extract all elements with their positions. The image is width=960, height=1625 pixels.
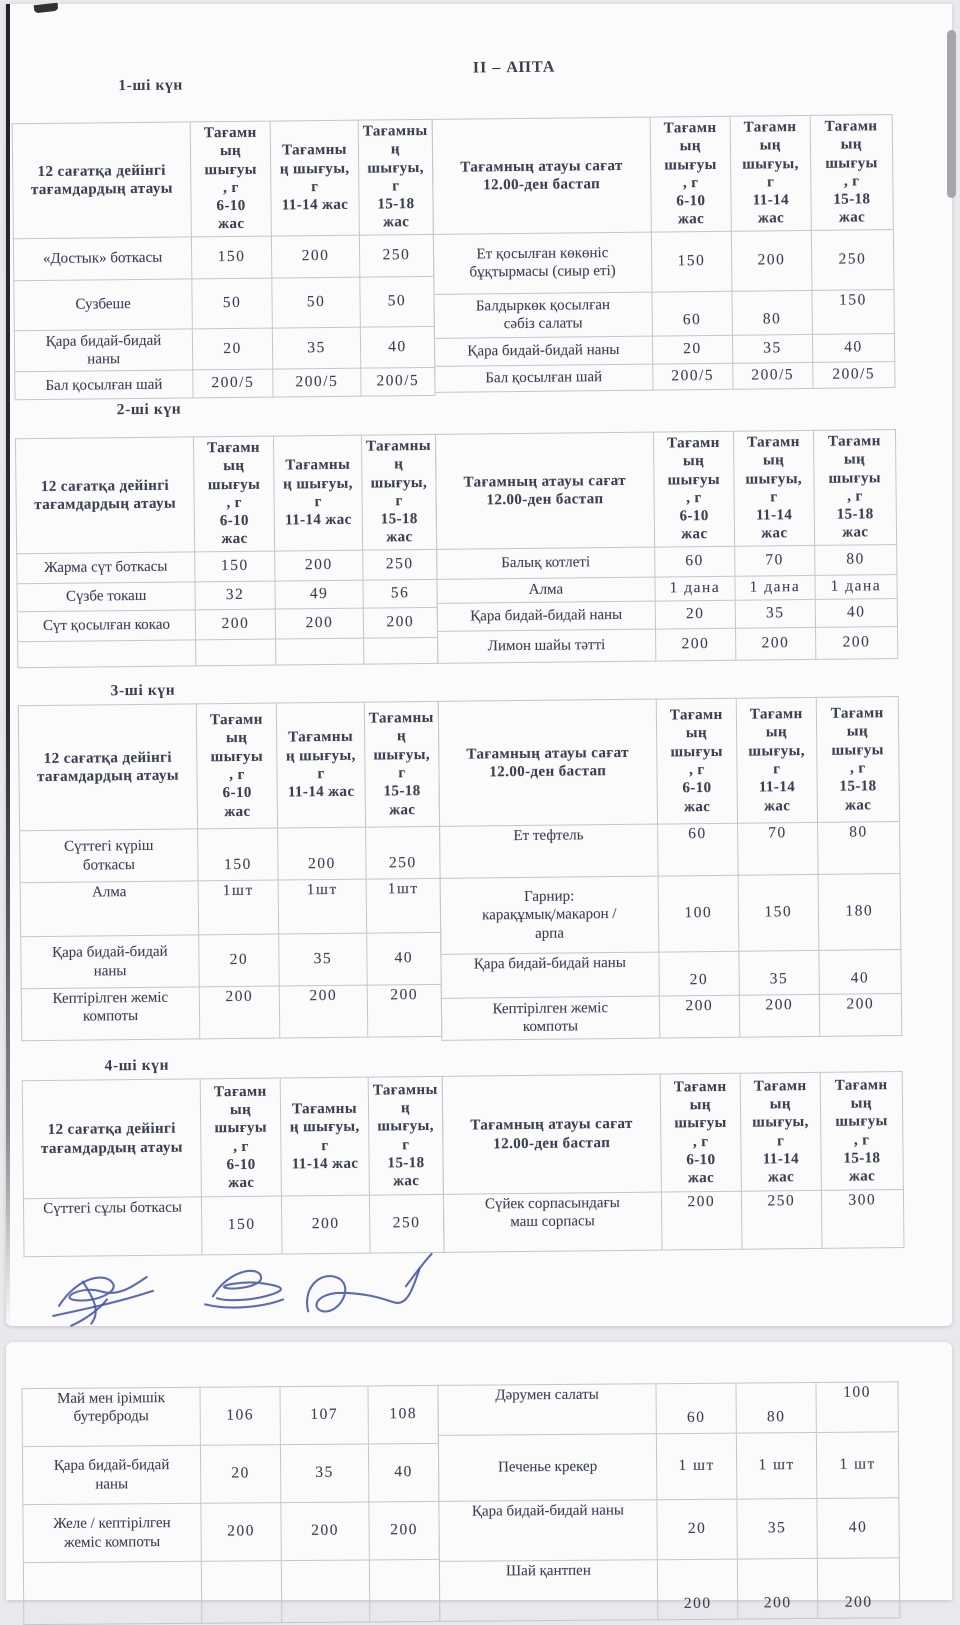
menu-table-left bbox=[21, 1385, 440, 1625]
portion-cell: 200 bbox=[363, 607, 437, 638]
portion-cell: 107 bbox=[280, 1386, 368, 1445]
portion-cell: 50 bbox=[272, 277, 361, 328]
portion-cell: 200 bbox=[281, 1502, 369, 1561]
table-row bbox=[23, 1194, 443, 1256]
dish-name-cell: Ет тефтель bbox=[439, 824, 658, 878]
portion-cell: 200 bbox=[195, 609, 275, 640]
scanned-content bbox=[4, 1335, 952, 1613]
table-row bbox=[14, 276, 434, 330]
portion-cell: 200 bbox=[735, 627, 815, 660]
portion-cell: 1 шт bbox=[736, 1432, 817, 1499]
dish-name-cell: Қара бидай-бидай наны bbox=[441, 952, 659, 998]
portion-cell: 60 bbox=[657, 823, 738, 876]
col-header-11-14: Тағамны ң шығуы, г 11-14 жас bbox=[273, 435, 362, 551]
col-header-15-18: Тағамн ың шығуы , г 15-18 жас bbox=[820, 1072, 903, 1191]
table-row bbox=[17, 549, 437, 583]
portion-cell bbox=[369, 1559, 439, 1622]
col-header-11-14: Тағамны ң шығуы, г 11-14 жас bbox=[276, 702, 365, 828]
dish-name-cell: Бал қосылған шай bbox=[15, 370, 193, 400]
table-row bbox=[435, 361, 895, 392]
portion-cell: 1 шт bbox=[656, 1433, 737, 1500]
table-row bbox=[21, 932, 441, 988]
dish-name-cell: Печенье крекер bbox=[438, 1434, 657, 1502]
table-row bbox=[20, 826, 440, 882]
portion-cell: 200 bbox=[281, 1195, 370, 1254]
portion-cell: 1шт bbox=[366, 878, 440, 933]
portion-cell: 200 bbox=[739, 994, 819, 1036]
portion-cell: 200 bbox=[659, 995, 739, 1037]
table-row bbox=[439, 1558, 899, 1622]
table-row bbox=[439, 1498, 899, 1562]
dish-name-cell: Май мен ірімшік бутерброды bbox=[22, 1387, 200, 1446]
portion-cell: 200 bbox=[278, 827, 367, 880]
portion-cell: 40 bbox=[819, 950, 901, 995]
portion-cell: 200 bbox=[737, 1558, 817, 1619]
portion-cell: 200 bbox=[661, 1191, 742, 1250]
col-header-6-10: Тағамн ың шығуы , г 6-10 жас bbox=[193, 436, 274, 552]
table-row bbox=[22, 1385, 438, 1446]
col-header-11-14: Тағамн ың шығуы, г 11-14 жас bbox=[730, 115, 811, 231]
portion-cell: 200/5 bbox=[813, 361, 895, 388]
portion-cell: 200 bbox=[201, 1503, 281, 1562]
col-header-after-12: Тағамның атауы сағат 12.00-ден бастап bbox=[442, 1074, 661, 1194]
menu-table-right bbox=[437, 1381, 900, 1622]
portion-cell: 200/5 bbox=[193, 369, 273, 398]
portion-cell: 250 bbox=[366, 826, 440, 879]
portion-cell: 200 bbox=[271, 235, 359, 278]
portion-cell bbox=[196, 639, 276, 666]
portion-cell: 56 bbox=[363, 579, 437, 608]
dish-name-cell: Қара бидай-бидай наны bbox=[434, 336, 652, 366]
col-header-after-12: Тағамның атауы сағат 12.00-ден бастап bbox=[432, 117, 651, 234]
dish-name-cell: Лимон шайы тәтті bbox=[437, 629, 655, 663]
col-header-after-12: Тағамның атауы сағат 12.00-ден бастап bbox=[435, 432, 654, 549]
portion-cell: 40 bbox=[367, 932, 441, 985]
portion-cell: 20 bbox=[652, 335, 732, 364]
dish-name-cell: Сузбеше bbox=[14, 279, 193, 331]
table-row bbox=[438, 1382, 898, 1436]
portion-cell: 150 bbox=[195, 551, 275, 582]
table-row bbox=[433, 229, 894, 294]
col-header-before-12: 12 сағатқа дейінгі тағамдардың атауы bbox=[18, 704, 197, 831]
col-header-11-14: Тағамн ың шығуы, г 11-14 жас bbox=[736, 697, 817, 823]
portion-cell: 20 bbox=[192, 328, 272, 370]
col-header-15-18: Тағамны ң шығуы, г 15-18 жас bbox=[364, 701, 439, 827]
col-header-6-10: Тағамн ың шығуы , г 6-10 жас bbox=[660, 1073, 741, 1192]
day-3-label: 3-ші күн bbox=[110, 681, 176, 700]
dish-name-cell: Желе / кептірілген жеміс компоты bbox=[23, 1503, 201, 1562]
table-row bbox=[21, 984, 441, 1040]
col-header-6-10: Тағамн ың шығуы , г 6-10 жас bbox=[190, 121, 271, 237]
day-4-label: 4-ші күн bbox=[104, 1056, 170, 1075]
portion-cell: 1 дана bbox=[815, 574, 897, 599]
dish-name-cell: Гарнир: карақұмық/макарон / арпа bbox=[440, 876, 659, 954]
col-header-6-10: Тағамн ың шығуы , г 6-10 жас bbox=[656, 698, 737, 824]
menu-table-right bbox=[438, 696, 903, 1040]
portion-cell: 200 bbox=[275, 608, 363, 639]
day-1-label: 1-ші күн bbox=[118, 76, 183, 95]
day-3-table bbox=[18, 696, 902, 1045]
menu-table-left bbox=[22, 1076, 445, 1257]
portion-cell: 150 bbox=[651, 231, 732, 292]
portion-cell: 180 bbox=[818, 874, 901, 951]
portion-cell: 35 bbox=[279, 933, 368, 986]
table-row bbox=[23, 1501, 439, 1562]
portion-cell bbox=[364, 637, 438, 664]
portion-cell: 1шт bbox=[198, 880, 279, 935]
table-row bbox=[15, 368, 435, 400]
continuation-table bbox=[21, 1381, 900, 1625]
portion-cell: 80 bbox=[814, 544, 896, 575]
portion-cell: 200/5 bbox=[273, 369, 361, 398]
dish-name-cell: «Достык» боткасы bbox=[13, 237, 191, 281]
col-header-15-18: Тағамн ың шығуы , г 15-18 жас bbox=[810, 115, 893, 231]
portion-cell: 35 bbox=[272, 327, 360, 370]
portion-cell: 200 bbox=[275, 550, 363, 581]
dish-name-cell: Алма bbox=[437, 577, 655, 603]
dish-name-cell: Сүттегі күріш боткасы bbox=[20, 829, 199, 883]
portion-cell: 1 шт bbox=[816, 1432, 899, 1499]
portion-cell: 20 bbox=[657, 1499, 737, 1560]
table-row bbox=[438, 1432, 899, 1502]
portion-cell: 1 дана bbox=[735, 575, 815, 600]
dish-name-cell: Дәрумен салаты bbox=[438, 1384, 656, 1436]
portion-cell: 70 bbox=[737, 822, 818, 875]
dish-name-cell: Жарма сүт боткасы bbox=[17, 552, 195, 584]
dish-name-cell: Қара бидай-бидай наны bbox=[14, 329, 192, 372]
day-2-table bbox=[15, 429, 898, 668]
dish-name-cell: Алма bbox=[20, 881, 199, 937]
day-1-table bbox=[12, 114, 896, 401]
portion-cell: 250 bbox=[363, 549, 437, 580]
signature-3 bbox=[293, 1248, 436, 1325]
portion-cell: 60 bbox=[652, 291, 732, 336]
dish-name-cell: Балық котлеті bbox=[436, 547, 654, 579]
portion-cell: 20 bbox=[200, 1445, 280, 1504]
table-row bbox=[14, 326, 434, 372]
menu-table-left bbox=[15, 434, 438, 668]
portion-cell: 40 bbox=[812, 333, 894, 362]
table-row bbox=[443, 1190, 904, 1253]
col-header-11-14: Тағамны ң шығуы, г 11-14 жас bbox=[280, 1077, 369, 1196]
dish-name-cell: Сүйек сорпасындағы маш сорпасы bbox=[443, 1192, 662, 1252]
portion-cell: 40 bbox=[360, 326, 434, 368]
portion-cell: 50 bbox=[192, 278, 273, 329]
dish-name-cell: Балдыркөк қосылған сәбіз салаты bbox=[434, 292, 652, 338]
col-header-before-12: 12 сағатқа дейінгі тағамдардың атауы bbox=[12, 122, 191, 239]
portion-cell: 32 bbox=[195, 581, 275, 610]
portion-cell: 200 bbox=[817, 1558, 899, 1619]
portion-cell: 150 bbox=[201, 1196, 282, 1255]
col-header-15-18: Тағамн ың шығуы , г 15-18 жас bbox=[813, 430, 896, 546]
col-header-15-18: Тағамн ың шығуы , г 15-18 жас bbox=[816, 697, 899, 823]
table-row bbox=[434, 289, 894, 338]
menu-table-left bbox=[18, 701, 442, 1041]
portion-cell: 200/5 bbox=[361, 368, 435, 397]
col-header-6-10: Тағамн ың шығуы , г 6-10 жас bbox=[653, 431, 734, 547]
portion-cell: 100 bbox=[816, 1382, 898, 1433]
portion-cell: 40 bbox=[817, 1498, 899, 1559]
col-header-15-18: Тағамны ң шығуы, г 15-18 жас bbox=[368, 1076, 443, 1195]
col-header-15-18: Тағамны ң шығуы, г 15-18 жас bbox=[358, 119, 433, 235]
portion-cell: 35 bbox=[280, 1444, 368, 1503]
portion-cell: 200 bbox=[657, 1559, 737, 1620]
dish-name-cell: Шай қантпен bbox=[439, 1560, 657, 1622]
portion-cell: 300 bbox=[821, 1190, 904, 1249]
page-edge-shadow bbox=[6, 4, 10, 1330]
portion-cell: 70 bbox=[734, 545, 814, 576]
portion-cell bbox=[201, 1561, 281, 1624]
portion-cell: 1шт bbox=[278, 879, 367, 934]
portion-cell: 200 bbox=[369, 1501, 439, 1560]
portion-cell: 200 bbox=[655, 628, 735, 661]
table-row bbox=[23, 1559, 439, 1624]
portion-cell: 100 bbox=[658, 875, 739, 952]
dish-name-cell: Сүттегі сұлы боткасы bbox=[23, 1197, 202, 1257]
signature-2 bbox=[199, 1261, 300, 1318]
day-4-table bbox=[22, 1071, 905, 1257]
portion-cell: 20 bbox=[199, 934, 280, 987]
portion-cell bbox=[276, 638, 364, 665]
portion-cell: 80 bbox=[736, 1382, 816, 1433]
portion-cell: 50 bbox=[360, 276, 434, 327]
dish-name-cell: Қара бидай-бидай наны bbox=[21, 935, 200, 989]
portion-cell: 200 bbox=[367, 984, 441, 1037]
portion-cell: 200 bbox=[199, 986, 280, 1039]
table-row bbox=[17, 579, 437, 611]
portion-cell: 150 bbox=[812, 289, 894, 334]
portion-cell: 35 bbox=[735, 599, 815, 628]
dish-name-cell: Ет қосылған көкөніс бұқтырмасы (сиыр еті) bbox=[433, 232, 652, 294]
document-page-2 bbox=[6, 1342, 952, 1613]
dish-name-cell bbox=[18, 640, 196, 668]
menu-table-right bbox=[442, 1071, 905, 1253]
col-header-after-12: Тағамның атауы сағат 12.00-ден бастап bbox=[438, 699, 657, 826]
page-title: II – АПТА bbox=[472, 58, 556, 77]
portion-cell bbox=[281, 1560, 369, 1623]
menu-table-left bbox=[12, 119, 436, 401]
portion-cell: 250 bbox=[741, 1190, 822, 1249]
portion-cell: 60 bbox=[656, 1383, 736, 1434]
document-page-1 bbox=[6, 4, 952, 1326]
portion-cell: 35 bbox=[737, 1498, 817, 1559]
table-row bbox=[20, 878, 440, 936]
portion-cell: 108 bbox=[368, 1385, 438, 1444]
dish-name-cell: Бал қосылған шай bbox=[435, 364, 653, 392]
portion-cell: 250 bbox=[369, 1194, 443, 1253]
col-header-before-12: 12 сағатқа дейінгі тағамдардың атауы bbox=[15, 437, 194, 554]
table-row bbox=[440, 874, 901, 955]
portion-cell: 20 bbox=[655, 600, 735, 629]
portion-cell: 35 bbox=[739, 950, 819, 995]
dish-name-cell: Сүзбе токаш bbox=[17, 582, 195, 612]
day-2-label: 2-ші күн bbox=[116, 400, 182, 419]
table-row bbox=[437, 626, 897, 663]
portion-cell: 200/5 bbox=[653, 363, 733, 390]
portion-cell: 49 bbox=[275, 580, 363, 609]
signature-1 bbox=[49, 1265, 160, 1328]
portion-cell: 150 bbox=[198, 828, 279, 881]
portion-cell: 40 bbox=[368, 1443, 438, 1502]
portion-cell: 250 bbox=[811, 229, 894, 290]
col-header-6-10: Тағамн ың шығуы , г 6-10 жас bbox=[196, 703, 277, 829]
portion-cell: 40 bbox=[815, 598, 897, 627]
portion-cell: 106 bbox=[200, 1387, 280, 1446]
portion-cell: 35 bbox=[732, 334, 812, 363]
dish-name-cell: Кептірілген жеміс компоты bbox=[441, 996, 659, 1040]
scrollbar-thumb[interactable] bbox=[947, 30, 956, 198]
dish-name-cell: Сүт қосылған кокао bbox=[17, 610, 195, 642]
table-row bbox=[439, 822, 900, 879]
dish-name-cell: Қара бидай-бидай наны bbox=[22, 1445, 200, 1504]
portion-cell: 200 bbox=[819, 994, 901, 1036]
col-header-15-18: Тағамны ң шығуы, г 15-18 жас bbox=[361, 434, 436, 550]
menu-table-right bbox=[431, 114, 895, 393]
portion-cell: 200 bbox=[815, 626, 897, 659]
dish-name-cell: Қара бидай-бидай наны bbox=[437, 601, 655, 631]
portion-cell: 150 bbox=[191, 236, 271, 279]
portion-cell: 150 bbox=[738, 874, 819, 951]
table-row bbox=[22, 1443, 438, 1504]
col-header-11-14: Тағамн ың шығуы, г 11-14 жас bbox=[733, 430, 814, 546]
table-row bbox=[441, 950, 901, 999]
portion-cell: 200 bbox=[279, 985, 368, 1038]
portion-cell: 1 дана bbox=[655, 576, 735, 601]
portion-cell: 80 bbox=[817, 822, 900, 875]
portion-cell: 250 bbox=[359, 234, 433, 277]
portion-cell: 20 bbox=[659, 951, 739, 996]
col-header-11-14: Тағамны ң шығуы, г 11-14 жас bbox=[270, 120, 359, 236]
dish-name-cell: Қара бидай-бидай наны bbox=[439, 1500, 657, 1562]
dish-name-cell bbox=[23, 1561, 201, 1624]
portion-cell: 200 bbox=[731, 230, 812, 291]
table-row bbox=[436, 544, 896, 579]
portion-cell: 200/5 bbox=[733, 362, 813, 389]
table-row bbox=[17, 607, 437, 641]
table-row bbox=[18, 637, 438, 667]
table-row bbox=[13, 234, 433, 280]
portion-cell: 60 bbox=[654, 546, 734, 577]
menu-table-right bbox=[435, 429, 898, 664]
col-header-11-14: Тағамн ың шығуы, г 11-14 жас bbox=[740, 1072, 821, 1191]
col-header-6-10: Тағамн ың шығуы , г 6-10 жас bbox=[200, 1078, 281, 1197]
portion-cell: 80 bbox=[732, 290, 812, 335]
col-header-before-12: 12 сағатқа дейінгі тағамдардың атауы bbox=[22, 1079, 201, 1199]
dish-name-cell: Кептірілген жеміс компоты bbox=[21, 987, 200, 1041]
col-header-6-10: Тағамн ың шығуы , г 6-10 жас bbox=[650, 116, 731, 232]
table-row bbox=[441, 994, 901, 1040]
